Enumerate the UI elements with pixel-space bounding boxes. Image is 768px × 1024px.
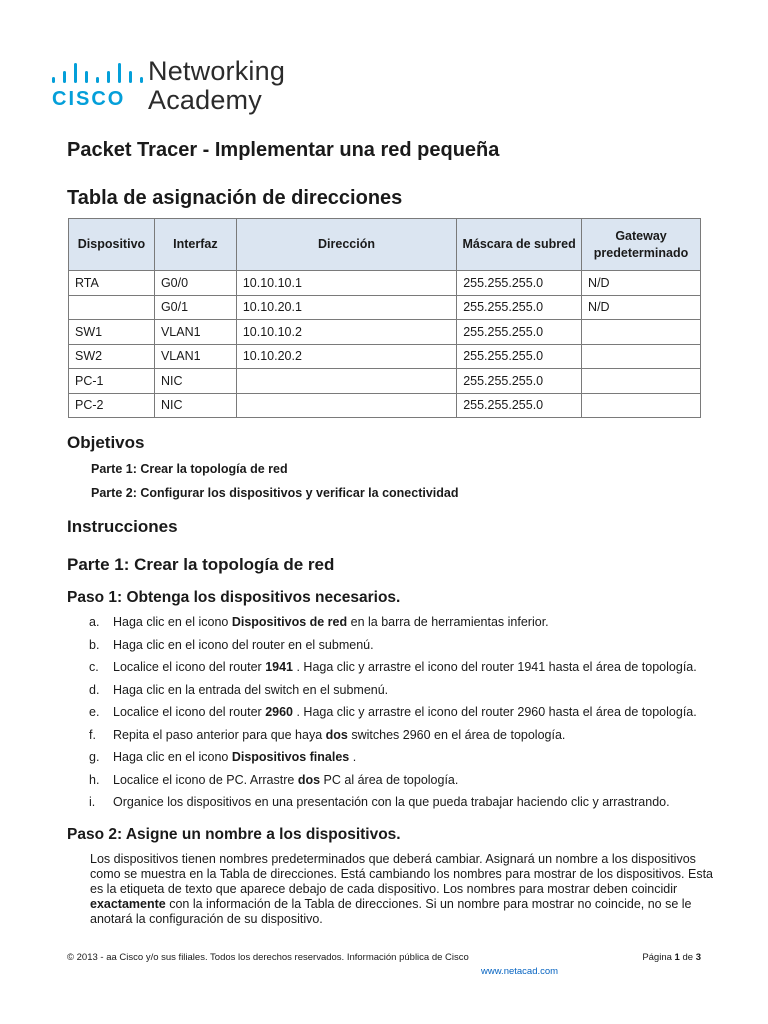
paso1-heading: Paso 1: Obtenga los dispositivos necesarios. bbox=[67, 589, 401, 606]
page-of: de bbox=[682, 952, 694, 963]
list-item bbox=[89, 793, 729, 816]
cell: G0/0 bbox=[154, 271, 236, 296]
cisco-bars-icon bbox=[52, 61, 144, 83]
step-bold: Dispositivos de red bbox=[231, 615, 348, 629]
step-text: Repita el paso anterior para que haya bbox=[113, 727, 326, 742]
header-mascara: Máscara de subred bbox=[457, 219, 582, 271]
addressing-table bbox=[68, 218, 701, 418]
cell: PC-1 bbox=[69, 369, 155, 394]
cell bbox=[236, 369, 456, 394]
step-text: Haga clic en el icono bbox=[113, 615, 232, 629]
step-text: . Haga clic y arrastre el icono del router 1941 hasta el área de topología. bbox=[293, 660, 697, 674]
cell bbox=[582, 393, 701, 418]
cell bbox=[69, 295, 155, 320]
cell: VLAN1 bbox=[154, 344, 236, 369]
list-item bbox=[89, 748, 729, 771]
header-direccion: Dirección bbox=[236, 219, 456, 271]
table-row bbox=[69, 393, 701, 418]
step-marker: f. bbox=[89, 727, 96, 742]
objetivo-item: Parte 1: Crear la topología de red bbox=[91, 462, 288, 476]
paragraph-text: Los dispositivos tienen nombres predeterminados que deberá cambiar. Asignará un nombre a los dispositivos como se muestra en la Tabla de direcciones. Está cambiando los nombres para mostrar de los dispositivos. Esta es la etiqueta de texto que aparece debajo de cada dispositivo. Los nombres para mostrar deben coincidir bbox=[90, 852, 713, 896]
instrucciones-heading: Instrucciones bbox=[67, 517, 178, 536]
step-text: Localice el icono del router bbox=[113, 705, 266, 719]
cell: VLAN1 bbox=[154, 320, 236, 345]
step-text: switches 2960 en el área de topología. bbox=[347, 727, 566, 742]
paso2-heading: Paso 2: Asigne un nombre a los dispositivos. bbox=[67, 826, 401, 843]
cell: NIC bbox=[154, 393, 236, 418]
cell: G0/1 bbox=[154, 295, 236, 320]
logo-networking: Networking bbox=[148, 56, 286, 86]
cell: 255.255.255.0 bbox=[457, 344, 582, 369]
footer-link[interactable]: www.netacad.com bbox=[481, 966, 559, 977]
cell: 10.10.20.1 bbox=[236, 295, 456, 320]
step-text: Haga clic en el icono bbox=[113, 750, 232, 764]
step-text: Haga clic en la entrada del switch en el submenú. bbox=[113, 682, 389, 697]
step-text: . Haga clic y arrastre el icono del router 2960 hasta el área de topología. bbox=[293, 705, 697, 719]
step-text: . bbox=[349, 750, 357, 764]
cell bbox=[582, 320, 701, 345]
paragraph-text: con la información de la Tabla de direcciones. Si un nombre para mostrar no coincide, no se le anotará la configuración de su dispositivo. bbox=[90, 897, 692, 926]
cell bbox=[236, 393, 456, 418]
list-item bbox=[89, 658, 729, 681]
header-gateway: Gateway predeterminado bbox=[582, 219, 701, 271]
cell: PC-2 bbox=[69, 393, 155, 418]
paso1-steps-list bbox=[89, 613, 729, 816]
objetivos-heading: Objetivos bbox=[67, 433, 145, 452]
objetivo-item: Parte 2: Configurar los dispositivos y verificar la conectividad bbox=[91, 486, 459, 500]
cell: 255.255.255.0 bbox=[457, 393, 582, 418]
cell: 255.255.255.0 bbox=[457, 295, 582, 320]
header-interfaz: Interfaz bbox=[154, 219, 236, 271]
cell: SW1 bbox=[69, 320, 155, 345]
step-text: Localice el icono de PC. Arrastre bbox=[113, 772, 298, 787]
cell: SW2 bbox=[69, 344, 155, 369]
list-item bbox=[89, 636, 729, 659]
step-marker: g. bbox=[89, 750, 100, 764]
step-text: Haga clic en el icono del router en el submenú. bbox=[113, 637, 374, 652]
step-marker: i. bbox=[89, 795, 96, 809]
step-bold: 2960 bbox=[265, 705, 293, 719]
page-current: 1 bbox=[674, 952, 680, 963]
page-total: 3 bbox=[695, 952, 701, 963]
table-row bbox=[69, 320, 701, 345]
step-marker: a. bbox=[89, 615, 100, 629]
cell: 10.10.20.2 bbox=[236, 344, 456, 369]
cell: 10.10.10.2 bbox=[236, 320, 456, 345]
table-row bbox=[69, 344, 701, 369]
cell: 255.255.255.0 bbox=[457, 271, 582, 296]
cell: 255.255.255.0 bbox=[457, 369, 582, 394]
page-title: Packet Tracer - Implementar una red pequeña bbox=[67, 139, 500, 161]
page-label: Página bbox=[642, 952, 672, 963]
step-bold: 1941 bbox=[265, 660, 293, 674]
step-text: en la barra de herramientas inferior. bbox=[347, 615, 549, 629]
step-marker: b. bbox=[89, 637, 100, 652]
step-text: PC al área de topología. bbox=[320, 772, 459, 787]
cell: NIC bbox=[154, 369, 236, 394]
list-item bbox=[89, 771, 729, 794]
step-bold: Dispositivos finales bbox=[231, 750, 350, 764]
logo-academy: Academy bbox=[148, 85, 262, 115]
step-text: Organice los dispositivos en una presentación con la que pueda trabajar haciendo clic y arrastrando. bbox=[113, 795, 670, 809]
header-dispositivo: Dispositivo bbox=[69, 219, 155, 271]
step-bold: dos bbox=[325, 727, 348, 742]
parte1-heading: Parte 1: Crear la topología de red bbox=[67, 555, 335, 574]
paragraph-bold: exactamente bbox=[90, 897, 166, 911]
footer-page-number bbox=[642, 952, 701, 963]
cell: 10.10.10.1 bbox=[236, 271, 456, 296]
cell: N/D bbox=[582, 295, 701, 320]
step-marker: h. bbox=[89, 772, 100, 787]
step-marker: c. bbox=[89, 660, 99, 674]
table-header-row bbox=[69, 219, 701, 271]
cell: N/D bbox=[582, 271, 701, 296]
cisco-wordmark: CISCO bbox=[52, 88, 126, 110]
table-row bbox=[69, 271, 701, 296]
list-item bbox=[89, 726, 729, 749]
footer-copyright: © 2013 - aa Cisco y/o sus filiales. Todos los derechos reservados. Información pública de Cisco bbox=[67, 952, 469, 963]
table-row bbox=[69, 369, 701, 394]
table-heading: Tabla de asignación de direcciones bbox=[67, 187, 403, 209]
cell: 255.255.255.0 bbox=[457, 320, 582, 345]
table-row bbox=[69, 295, 701, 320]
cell bbox=[582, 369, 701, 394]
cisco-networking-academy-logo bbox=[52, 56, 312, 116]
step-text: Localice el icono del router bbox=[113, 660, 266, 674]
step-marker: d. bbox=[89, 682, 100, 697]
list-item bbox=[89, 613, 729, 636]
step-marker: e. bbox=[89, 705, 100, 719]
list-item bbox=[89, 681, 729, 704]
paso2-paragraph bbox=[90, 852, 720, 927]
list-item bbox=[89, 703, 729, 726]
step-bold: dos bbox=[297, 772, 321, 787]
cell bbox=[582, 344, 701, 369]
cell: RTA bbox=[69, 271, 155, 296]
